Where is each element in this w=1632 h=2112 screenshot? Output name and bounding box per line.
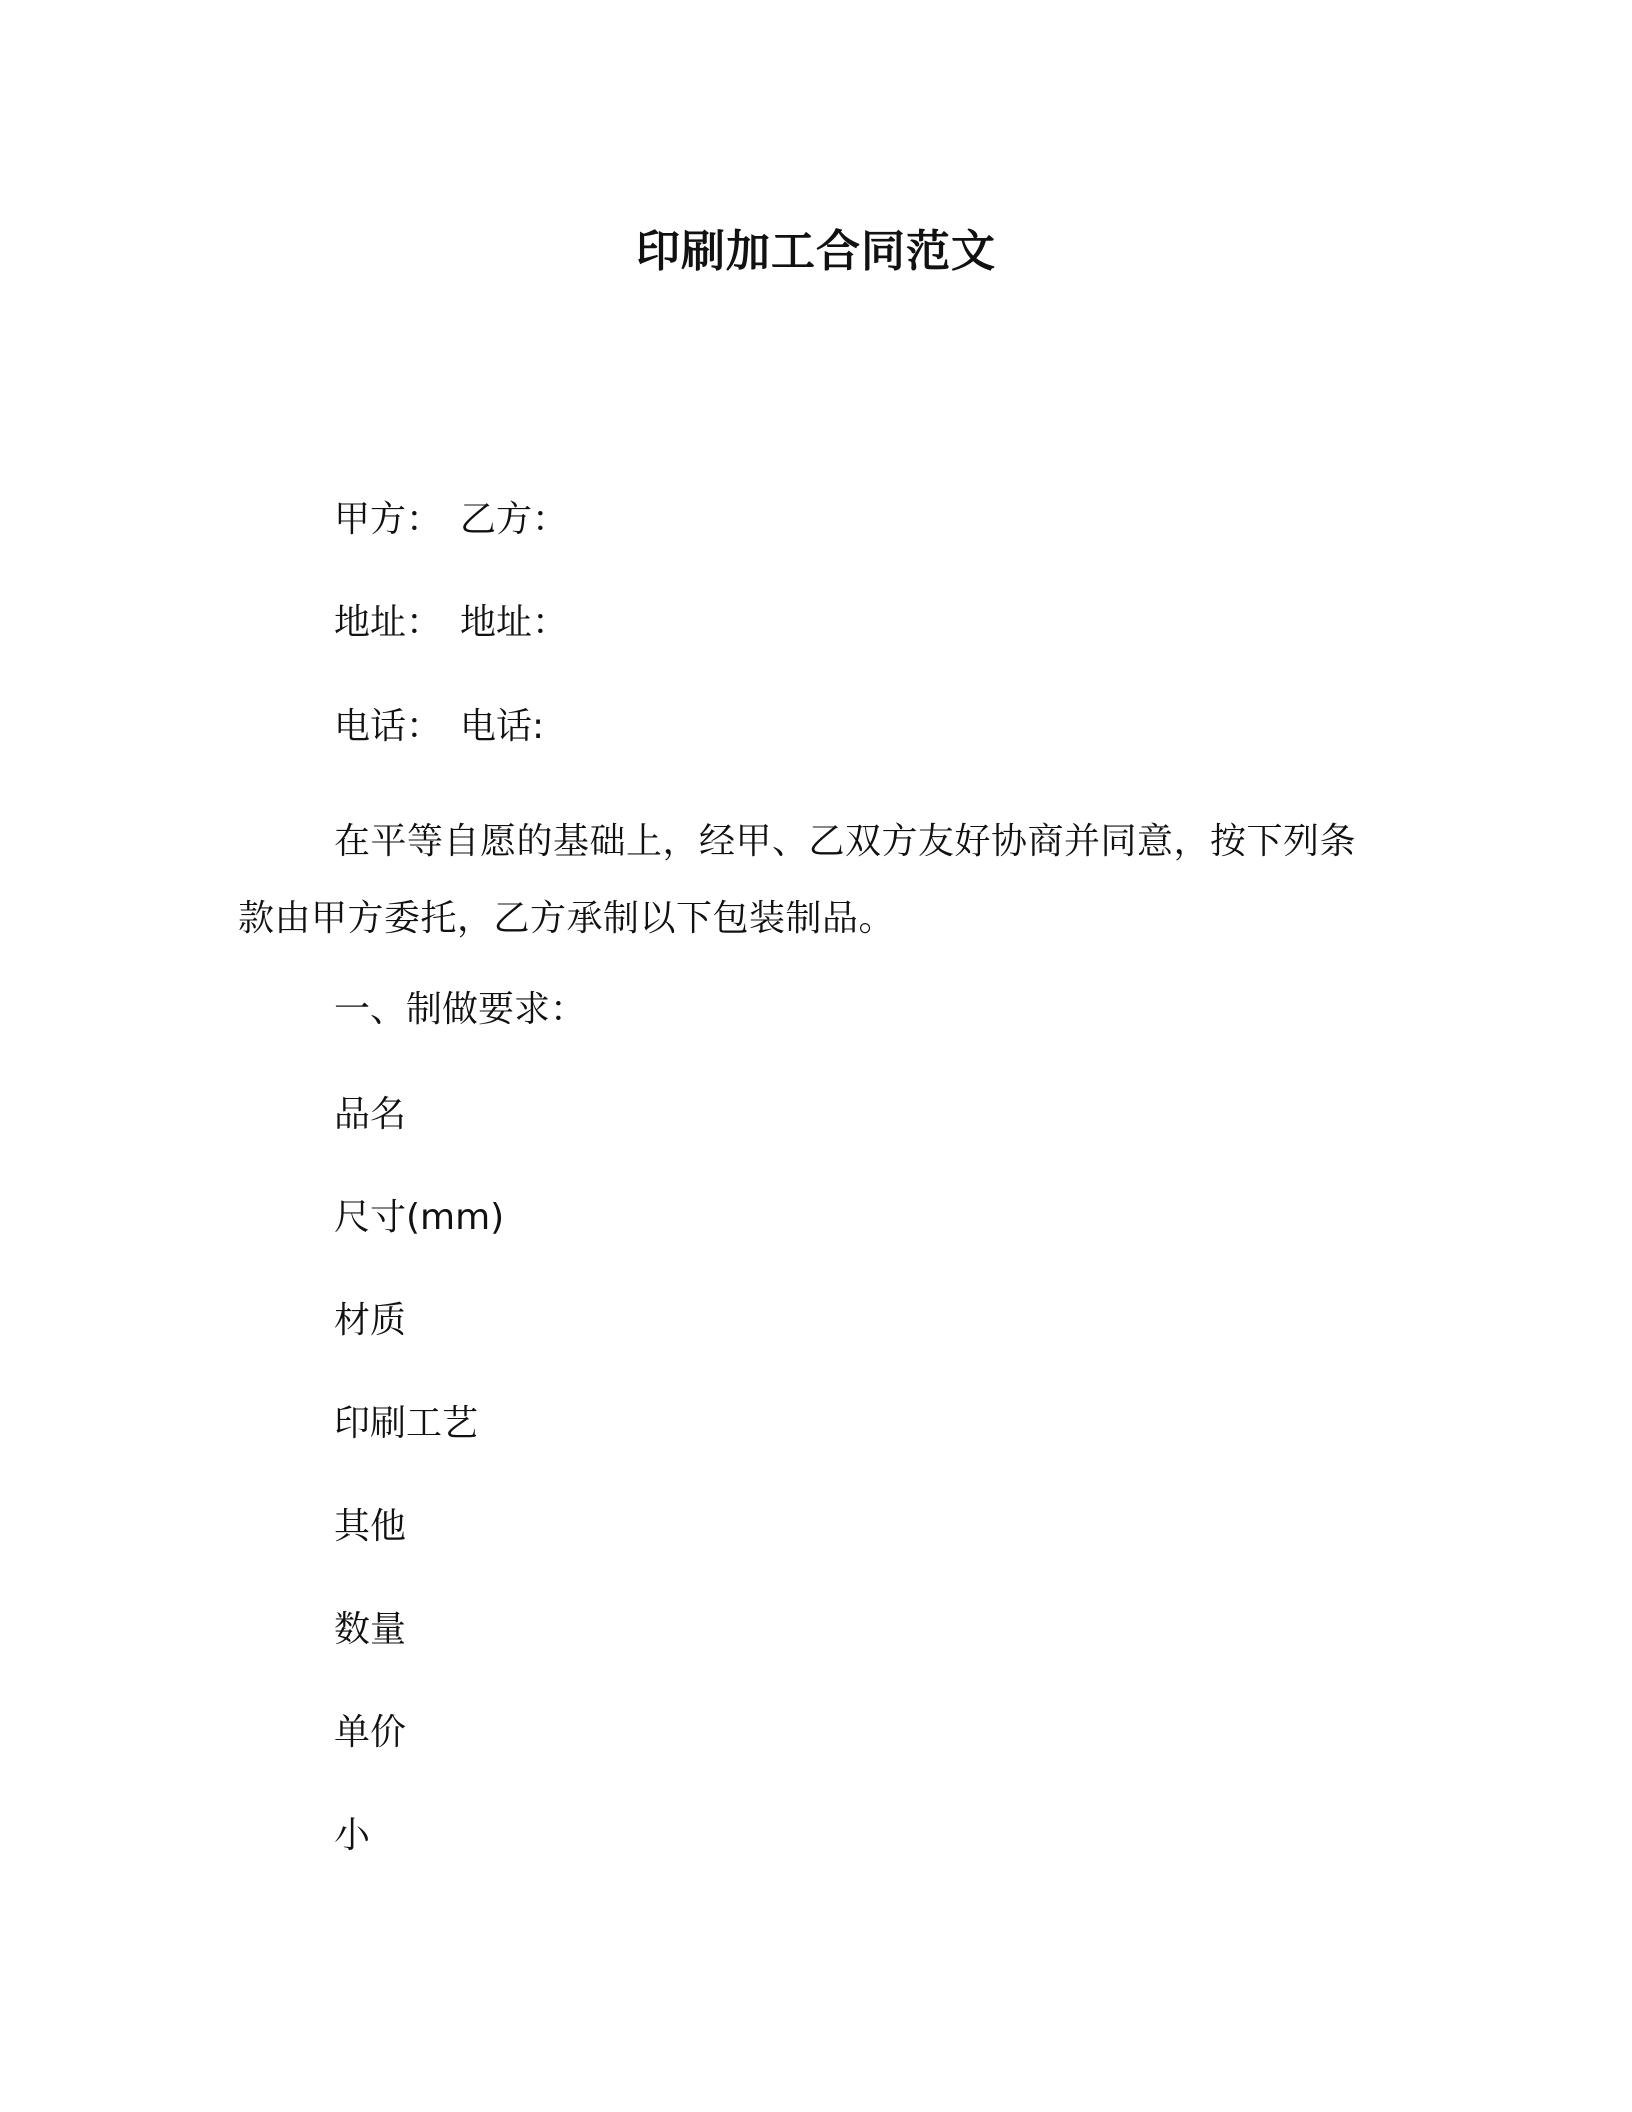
field-item-unit-price: 单价 xyxy=(334,1712,407,1753)
field-item-size: 尺寸(mm) xyxy=(334,1197,505,1238)
phone-a-label: 电话： xyxy=(334,706,443,747)
field-item-material: 材质 xyxy=(334,1300,407,1341)
phone-line xyxy=(334,702,544,752)
document-title: 印刷加工合同范文 xyxy=(636,226,996,277)
party-a-label: 甲方： xyxy=(334,499,443,540)
field-item-subtotal: 小 xyxy=(334,1815,371,1856)
field-item-printing-process: 印刷工艺 xyxy=(334,1403,479,1444)
intro-paragraph: 在平等自愿的基础上，经甲、乙双方友好协商并同意，按下列条款由甲方委托，乙方承制以下包装制品。 xyxy=(238,821,1357,939)
address-b-label: 地址： xyxy=(460,602,569,643)
party-b-label: 乙方： xyxy=(460,499,569,540)
field-item-other: 其他 xyxy=(334,1506,407,1547)
section-1-heading: 一、制做要求： xyxy=(334,989,587,1030)
field-item-quantity: 数量 xyxy=(334,1609,407,1650)
address-a-label: 地址： xyxy=(334,602,443,643)
field-item-product-name: 品名 xyxy=(334,1094,407,1135)
party-line xyxy=(334,495,568,545)
address-line xyxy=(334,598,568,648)
phone-b-label: 电话: xyxy=(460,706,545,747)
